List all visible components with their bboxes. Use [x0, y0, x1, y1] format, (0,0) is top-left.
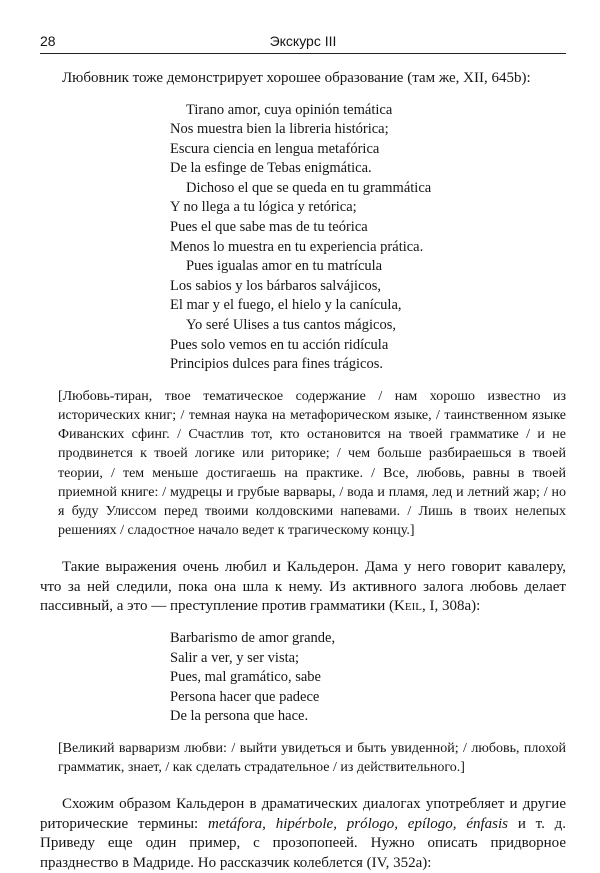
- verse-line: Tirano amor, cuya opinión temática: [186, 101, 393, 118]
- verse-line: Principios dulces para fines trágicos.: [170, 356, 384, 373]
- paragraph-text: Такие выражения очень любил и Кальдерон. Дама у него говорит кавалеру, что за ней следили, пока она шла к нему. Из активного залога любовь делает пассивный, а это — преступление против грамматики (: [40, 559, 566, 615]
- verse-line: Los sabios y los bárbaros salvájicos,: [170, 277, 382, 294]
- paragraph-text: Схожим образом Кальдерон в драматических диалогах употребляет и другие риторические термины:: [40, 796, 566, 832]
- intro-paragraph: Любовник тоже демонстрирует хорошее образование (там же, XII, 645b):: [62, 70, 531, 86]
- verse-line: Persona hacer que padece: [170, 688, 320, 705]
- verse-line: De la esfinge de Tebas enigmática.: [170, 160, 372, 177]
- verse-line: Pues el que sabe mas de tu teórica: [170, 219, 368, 236]
- rhetoric-paragraph: [40, 795, 566, 873]
- translation-1: [Любовь-тиран, твое тематическое содержание / нам хорошо известно из исторических книг; / темная наука на метафорическом языке, / таинственном языке Фиванских сфинг. / Счастлив тот, кто остановится на твоей грамматике / и не продвинется к твоей логике или риторике; / чем больше разбираешься в твоей теории, / тем меньше достигаешь на практике. / Все, любовь, равны в твоей приемной книге: / мудрецы и грубые варвары, / вода и пламя, лед и летний жар; / но я буду Улиссом перед твоими колдовскими напевами. / Лишь в твоих нелепых решениях / сладостное начало ведет к трагическому концу.]: [58, 388, 566, 539]
- verse-line: Pues igualas amor en tu matrícula: [186, 258, 383, 275]
- verse-line: Nos muestra bien la libreria histórica;: [170, 121, 389, 138]
- verse-line: Salir a ver, y ser vista;: [170, 649, 300, 666]
- paragraph-text: и т. д. Приведу еще один пример, с прозопопеей. Нужно описать придворное празднество в Мадриде. Но рассказчик колеблется (IV, 352a):: [40, 815, 566, 871]
- running-title: Экскурс III: [269, 33, 337, 49]
- verse-line: Pues solo vemos en tu acción ridícula: [170, 336, 389, 353]
- rhetorical-terms: metáfora, hipérbole, prólogo, epílogo, énfasis: [208, 815, 509, 832]
- verse-line: Escura ciencia en lengua metafórica: [170, 140, 380, 157]
- verse-line: El mar y el fuego, el hielo y la canícula,: [170, 297, 402, 314]
- page-number: 28: [40, 33, 56, 49]
- calderon-paragraph: [40, 558, 566, 617]
- header-rule: [40, 53, 566, 54]
- verse-line: Menos lo muestra en tu experiencia prática.: [170, 238, 424, 255]
- page-body: [40, 69, 566, 873]
- verse-line: Y no llega a tu lógica y retórica;: [170, 199, 357, 216]
- page-header: [40, 33, 566, 53]
- verse-line: Yo seré Ulises a tus cantos mágicos,: [186, 317, 396, 334]
- paragraph-text: , I, 308a):: [421, 598, 481, 615]
- verse-quote-1: [40, 101, 566, 375]
- author-citation: Keil: [394, 598, 422, 615]
- translation-2: [Великий варваризм любви: / выйти увидеться и быть увиденной; / любовь, плохой грамматик, знает, / как сделать страдательное / из действительного.]: [58, 740, 566, 776]
- verse-line: Pues, mal gramático, sabe: [170, 669, 321, 686]
- verse-quote-2: [40, 629, 566, 727]
- verse-line: Dichoso el que se queda en tu grammática: [186, 179, 432, 196]
- verse-line: De la persona que hace.: [170, 708, 309, 725]
- verse-line: Barbarismo de amor grande,: [170, 629, 336, 646]
